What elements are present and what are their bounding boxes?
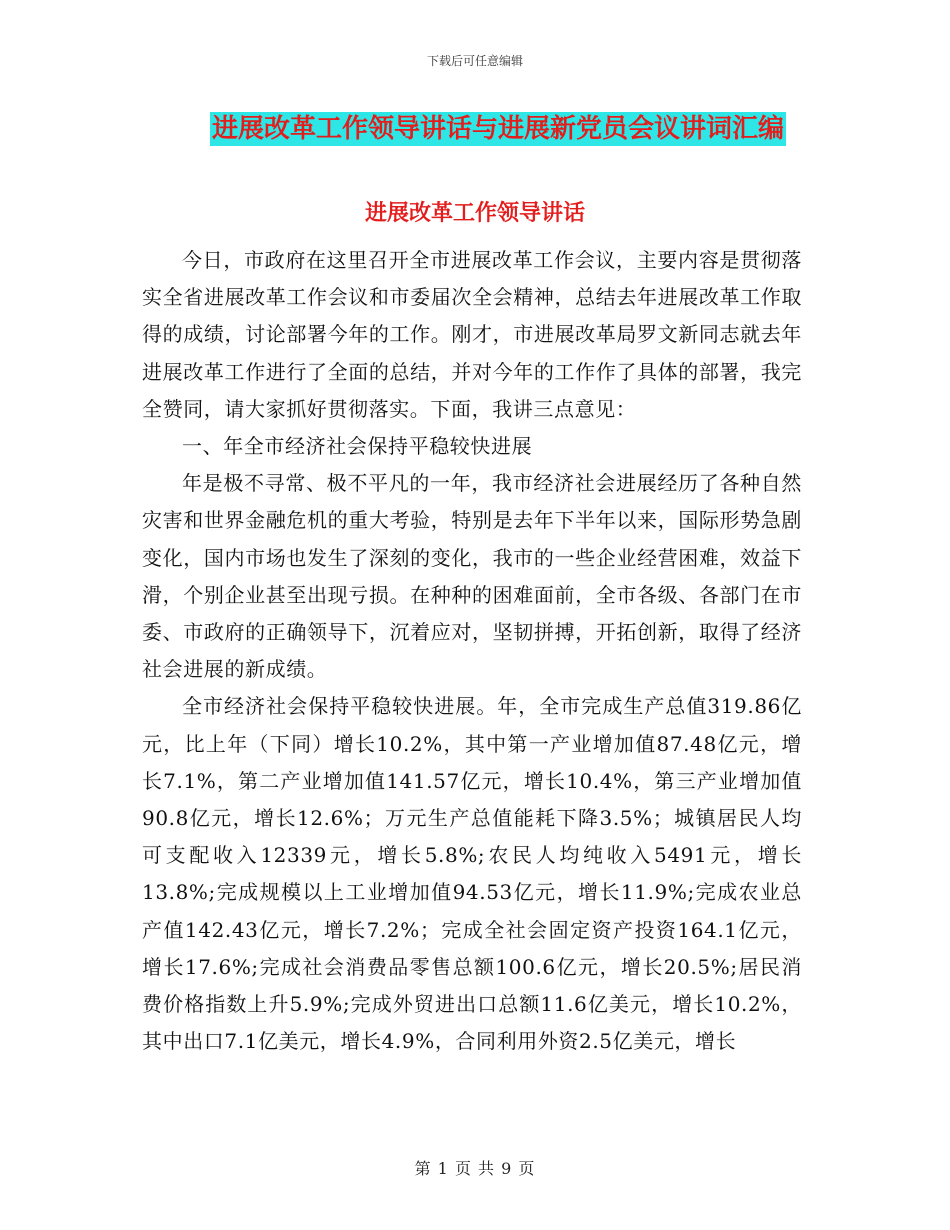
section-title: 进展改革工作领导讲话 bbox=[364, 200, 585, 226]
main-title-container bbox=[0, 112, 950, 146]
page-header-note: 下载后可任意编辑 bbox=[426, 54, 523, 68]
document-main-title: 进展改革工作领导讲话与进展新党员会议讲词汇编 bbox=[211, 114, 784, 144]
paragraph-intro: 今日，市政府在这里召开全市进展改革工作会议，主要内容是贯彻落实全省进展改革工作会议和市委届次全会精神，总结去年进展改革工作取得的成绩，讨论部署今年的工作。刚才，市进展改革局罗文新同志就去年进展改革工作进行了全面的总结，并对今年的工作作了具体的部署，我完全赞同，请大家抓好贯彻落实。下面，我讲三点意见： bbox=[142, 248, 802, 421]
paragraph-review: 年是极不寻常、极不平凡的一年，我市经济社会进展经历了各种自然灾害和世界金融危机的重大考验，特别是去年下半年以来，国际形势急剧变化，国内市场也发生了深刻的变化，我市的一些企业经营困难，效益下滑，个别企业甚至出现亏损。在种种的困难面前，全市各级、各部门在市委、市政府的正确领导下，沉着应对，坚韧拼搏，开拓创新，取得了经济社会进展的新成绩。 bbox=[142, 471, 802, 682]
paragraph-statistics: 全市经济社会保持平稳较快进展。年，全市完成生产总值319.86亿元，比上年（下同）增长10.2%，其中第一产业增加值87.48亿元，增长7.1%，第二产业增加值141.57亿元，增长10.4%，第三产业增加值90.8亿元，增长12.6%；万元生产总值能耗下降3.5%；城镇居民人均可支配收入12339元，增长5.8%;农民人均纯收入5491元，增长13.8%;完成规模以上工业增加值94.53亿元，增长11.9%;完成农业总产值142.43亿元，增长7.2%；完成全社会固定资产投资164.1亿元，增长17.6%;完成社会消费品零售总额100.6亿元，增长20.5%;居民消费价格指数上升5.9%;完成外贸进出口总额11.6亿美元，增长10.2%，其中出口7.1亿美元，增长4.9%，合同利用外资2.5亿美元，增长 bbox=[142, 694, 802, 1054]
paragraph-heading-one: 一、年全市经济社会保持平稳较快进展 bbox=[182, 434, 533, 459]
page-number-footer: 第 1 页 共 9 页 bbox=[414, 1159, 536, 1178]
document-body bbox=[142, 242, 802, 1060]
